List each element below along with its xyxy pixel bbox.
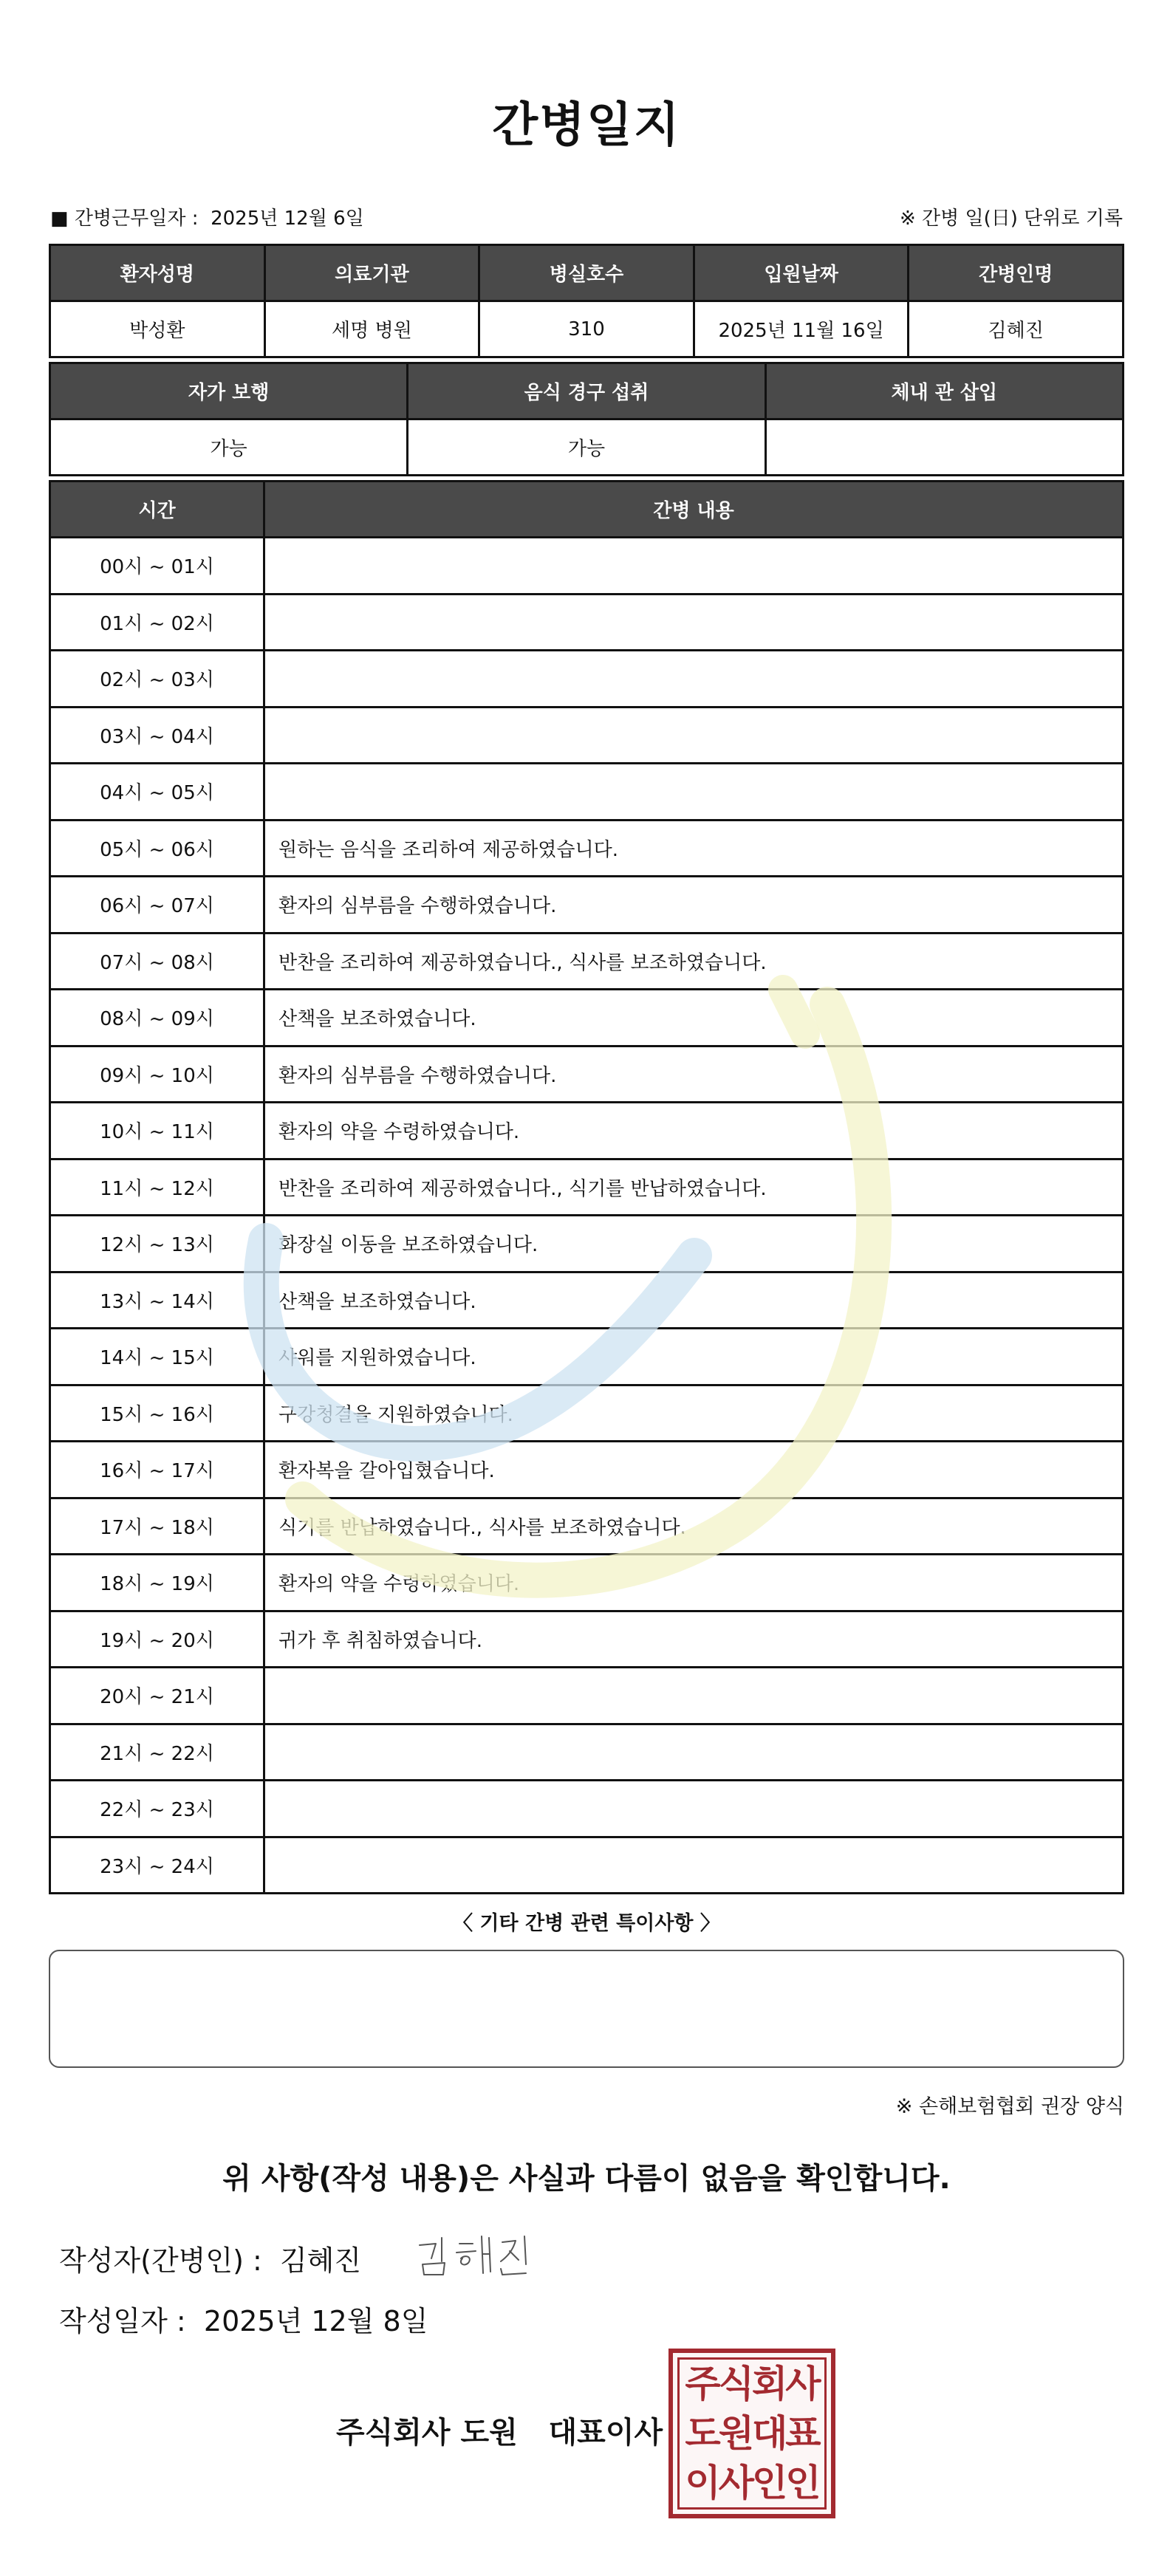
written-date: 2025년 12월 8일 [203, 2305, 428, 2337]
log-row [50, 1668, 1124, 1724]
log-row [50, 1498, 1124, 1555]
document-title: 간병일지 [492, 98, 681, 153]
seal-line-2: 도원대표 [685, 2411, 819, 2455]
log-row [50, 1611, 1124, 1668]
header-caregiver-name: 간병인명 [909, 245, 1124, 301]
author-label: 작성자(간병인) : [59, 2244, 262, 2277]
log-row [50, 1272, 1124, 1329]
log-content [264, 594, 1124, 651]
log-row [50, 1781, 1124, 1837]
work-date [50, 203, 364, 230]
log-row [50, 933, 1124, 990]
patient-info-header-row [50, 245, 1124, 301]
patient-name: 박성환 [50, 301, 265, 357]
patient-info-table [49, 244, 1124, 358]
hospital: 세명 병원 [264, 301, 479, 357]
log-content: 산책을 보조하였습니다. [264, 1272, 1124, 1329]
log-row [50, 651, 1124, 708]
log-content [264, 1668, 1124, 1724]
status-value-row [50, 419, 1124, 476]
log-row [50, 1046, 1124, 1103]
confirmation-statement: 위 사항(작성 내용)은 사실과 다름이 없음을 확인합니다. [222, 2162, 951, 2196]
care-log-header-row [50, 482, 1124, 538]
log-row [50, 538, 1124, 595]
log-time: 10시 ~ 11시 [50, 1103, 264, 1159]
header-oral-intake: 음식 경구 섭취 [408, 363, 765, 419]
seal-line-1: 주식회사 [685, 2362, 819, 2406]
header-admission-date: 입원날짜 [694, 245, 909, 301]
date-label: 작성일자 : [59, 2305, 186, 2337]
log-content: 구강청결을 지원하였습니다. [264, 1385, 1124, 1442]
log-time: 22시 ~ 23시 [50, 1781, 264, 1837]
author-line [59, 2238, 361, 2278]
log-row [50, 1216, 1124, 1272]
log-time: 16시 ~ 17시 [50, 1442, 264, 1498]
log-time: 03시 ~ 04시 [50, 707, 264, 764]
log-row [50, 1442, 1124, 1498]
header-hospital: 의료기관 [264, 245, 479, 301]
header-tube-insertion: 체내 관 삽입 [765, 363, 1123, 419]
log-content: 산책을 보조하였습니다. [264, 990, 1124, 1046]
log-row [50, 1103, 1124, 1159]
log-time: 17시 ~ 18시 [50, 1498, 264, 1555]
log-time: 11시 ~ 12시 [50, 1159, 264, 1216]
patient-info-value-row [50, 301, 1124, 357]
company-name: 주식회사 도원 [336, 2416, 518, 2450]
log-time: 18시 ~ 19시 [50, 1555, 264, 1611]
oral-intake: 가능 [408, 419, 765, 476]
log-time: 05시 ~ 06시 [50, 820, 264, 877]
log-time: 09시 ~ 10시 [50, 1046, 264, 1103]
log-content: 환자의 심부름을 수행하였습니다. [264, 1046, 1124, 1103]
header-self-walking: 자가 보행 [50, 363, 408, 419]
seal-inner-border [677, 2357, 827, 2510]
log-content: 귀가 후 취침하였습니다. [264, 1611, 1124, 1668]
log-content: 식기를 반납하였습니다., 식사를 보조하였습니다. [264, 1498, 1124, 1555]
log-time: 15시 ~ 16시 [50, 1385, 264, 1442]
log-content: 화장실 이동을 보조하였습니다. [264, 1216, 1124, 1272]
log-row [50, 764, 1124, 821]
self-walking: 가능 [50, 419, 408, 476]
log-row [50, 1555, 1124, 1611]
care-log-table [49, 480, 1124, 1894]
header-time: 시간 [50, 482, 264, 538]
log-row [50, 820, 1124, 877]
log-content [264, 1724, 1124, 1781]
log-content: 환자의 약을 수령하였습니다. [264, 1555, 1124, 1611]
log-content: 반찬을 조리하여 제공하였습니다., 식기를 반납하였습니다. [264, 1159, 1124, 1216]
log-row [50, 1329, 1124, 1385]
log-content [264, 1781, 1124, 1837]
log-time: 12시 ~ 13시 [50, 1216, 264, 1272]
room-number: 310 [479, 301, 694, 357]
log-row [50, 1837, 1124, 1894]
log-time: 08시 ~ 09시 [50, 990, 264, 1046]
log-content [264, 764, 1124, 821]
log-time: 04시 ~ 05시 [50, 764, 264, 821]
log-content: 환자의 심부름을 수행하였습니다. [264, 877, 1124, 934]
seal-line-3: 이사인인 [685, 2460, 819, 2504]
log-row [50, 1724, 1124, 1781]
caregiver-name: 김혜진 [909, 301, 1124, 357]
log-content [264, 651, 1124, 708]
log-time: 14시 ~ 15시 [50, 1329, 264, 1385]
log-row [50, 1159, 1124, 1216]
admission-date: 2025년 11월 16일 [694, 301, 909, 357]
log-row [50, 877, 1124, 934]
log-row [50, 990, 1124, 1046]
company-line [336, 2409, 663, 2451]
log-time: 01시 ~ 02시 [50, 594, 264, 651]
log-content: 환자의 약을 수령하였습니다. [264, 1103, 1124, 1159]
work-date-label: ■ 간병근무일자 : [50, 208, 199, 230]
log-row [50, 1385, 1124, 1442]
form-note: ※ 손해보험협회 권장 양식 [895, 2095, 1124, 2118]
log-time: 20시 ~ 21시 [50, 1668, 264, 1724]
author-name: 김혜진 [279, 2244, 362, 2277]
care-log-body [50, 538, 1124, 1894]
log-content [264, 538, 1124, 595]
log-time: 00시 ~ 01시 [50, 538, 264, 595]
log-time: 02시 ~ 03시 [50, 651, 264, 708]
log-time: 23시 ~ 24시 [50, 1837, 264, 1894]
remarks-box [49, 1950, 1124, 2068]
log-content: 샤워를 지원하였습니다. [264, 1329, 1124, 1385]
company-seal [668, 2349, 835, 2518]
tube-insertion [765, 419, 1123, 476]
log-time: 13시 ~ 14시 [50, 1272, 264, 1329]
log-content: 원하는 음식을 조리하여 제공하였습니다. [264, 820, 1124, 877]
header-patient-name: 환자성명 [50, 245, 265, 301]
remarks-title: 〈 기타 간병 관련 특이사항 〉 [453, 1912, 720, 1935]
work-date-value: 2025년 12월 6일 [211, 208, 364, 230]
log-time: 19시 ~ 20시 [50, 1611, 264, 1668]
meta-row [50, 203, 1123, 230]
company-title: 대표이사 [548, 2416, 663, 2450]
log-row [50, 594, 1124, 651]
log-time: 07시 ~ 08시 [50, 933, 264, 990]
status-info-table [49, 362, 1124, 476]
log-time: 21시 ~ 22시 [50, 1724, 264, 1781]
log-row [50, 707, 1124, 764]
header-care-content: 간병 내용 [264, 482, 1124, 538]
log-content: 환자복을 갈아입혔습니다. [264, 1442, 1124, 1498]
record-unit-note: ※ 간병 일(日) 단위로 기록 [899, 208, 1123, 230]
date-line [59, 2298, 428, 2339]
log-content: 반찬을 조리하여 제공하였습니다., 식사를 보조하였습니다. [264, 933, 1124, 990]
log-time: 06시 ~ 07시 [50, 877, 264, 934]
log-content [264, 1837, 1124, 1894]
handwritten-signature [414, 2229, 539, 2281]
header-room-number: 병실호수 [479, 245, 694, 301]
log-content [264, 707, 1124, 764]
status-header-row [50, 363, 1124, 419]
